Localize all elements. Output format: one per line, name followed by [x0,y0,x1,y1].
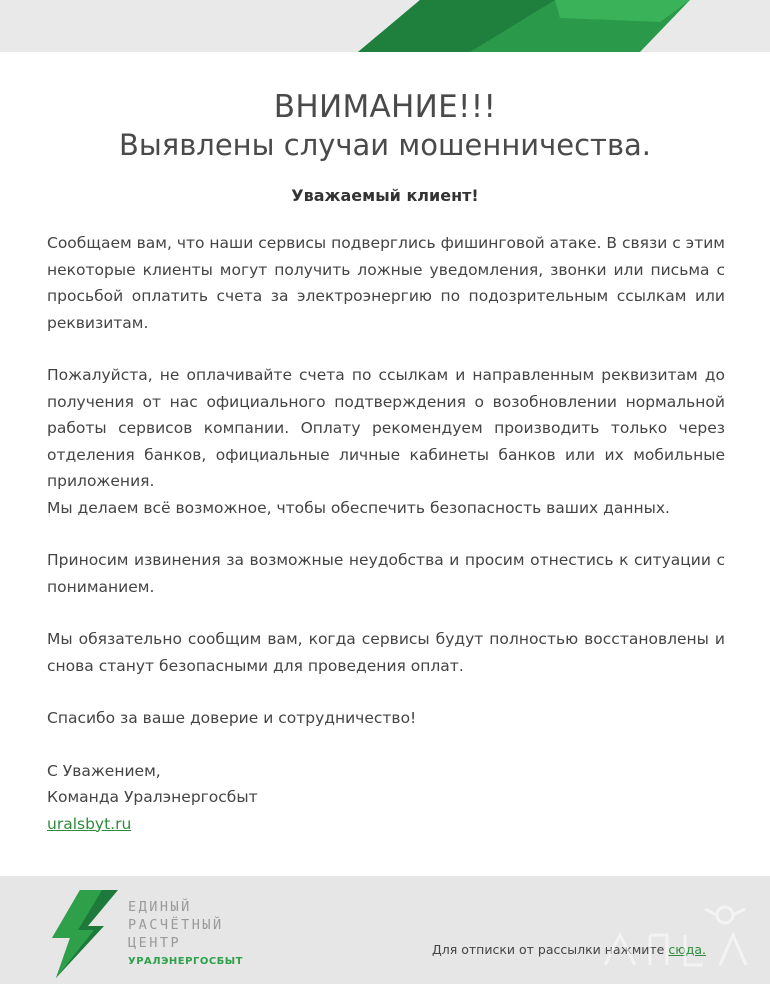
top-banner [0,0,770,52]
paragraph-payment-warning: Пожалуйста, не оплачивайте счета по ссылкам и направленным реквизитам до получения от нас официального подтверждения о возобновлении нормальной работы сервисов компании. Оплату рекомендуем производить только через отделения банков, официальные личные кабинеты банков или их мобильные приложения. [47,366,725,490]
alert-headline [0,88,770,164]
brand-line-2: РАСЧЁТНЫЙ [128,917,224,933]
unsubscribe-link[interactable]: сюда. [668,942,707,957]
brand-line-1: ЕДИНЫЙ [128,899,192,915]
headline-line-2: Выявлены случаи мошенничества. [118,128,652,162]
brand-subtitle: УРАЛЭНЕРГОСБЫТ [128,956,243,967]
paragraph-thanks: Спасибо за ваше доверие и сотрудничество! [47,709,417,727]
signature-team: Команда Уралэнергосбыт [47,788,258,806]
website-link[interactable]: uralsbyt.ru [47,814,132,833]
signature-greeting: С Уважением, [47,761,161,780]
brand-name [128,898,224,952]
banner-decoration [0,0,770,52]
message-body [47,230,725,837]
paragraph-restoration: Мы обязательно сообщим вам, когда сервисы будут полностью восстановлены и снова станут безопасными для проведения оплат. [47,630,725,675]
greeting: Уважаемый клиент! [291,186,479,205]
paragraph-security: Мы делаем всё возможное, чтобы обеспечить безопасность ваших данных. [47,498,670,517]
lightning-logo-icon [44,890,124,978]
paragraph-phishing-notice: Сообщаем вам, что наши сервисы подверглись фишинговой атаке. В связи с этим некоторые клиенты могут получить ложные уведомления, звонки или письма с просьбой оплатить счета за электроэнергию по подозрительным ссылкам или реквизитам. [47,234,725,332]
headline-line-1: ВНИМАНИЕ!!! [273,89,497,125]
watermark-logo-icon [595,895,765,975]
brand-line-3: ЦЕНТР [128,935,182,951]
paragraph-apology: Приносим извинения за возможные неудобства и просим отнестись к ситуации с пониманием. [47,551,725,596]
unsubscribe-text: Для отписки от рассылки нажмите [432,942,669,957]
